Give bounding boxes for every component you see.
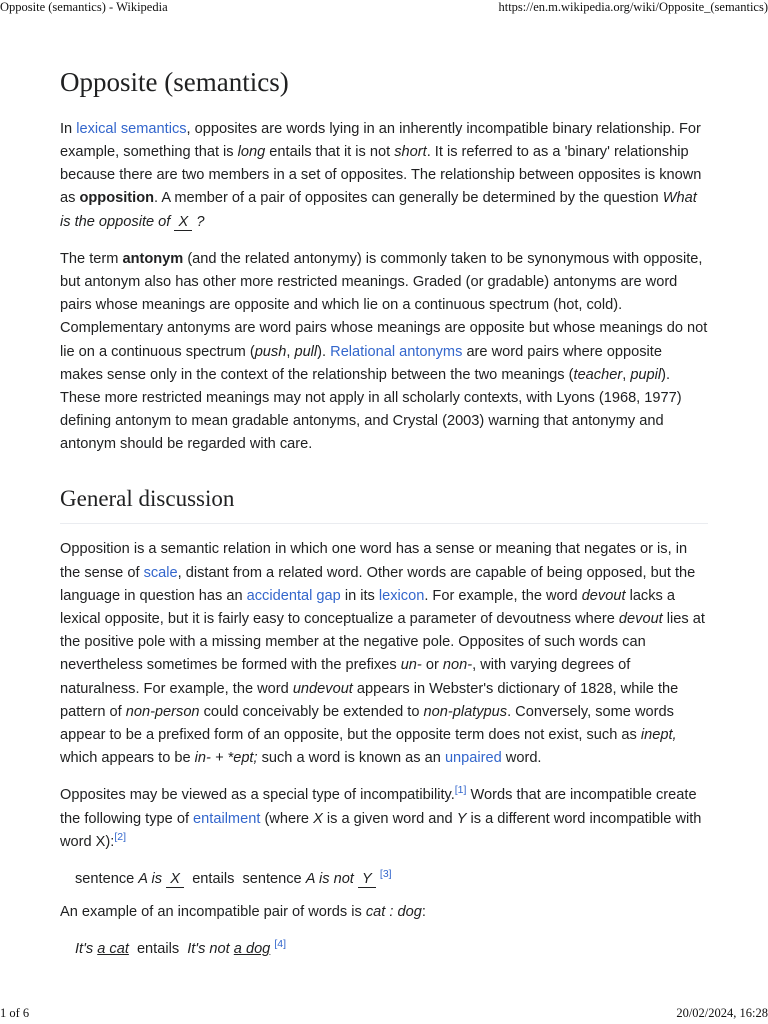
text: (where <box>260 810 314 827</box>
text: entails that it is not <box>265 143 395 160</box>
print-url: https://en.m.wikipedia.org/wiki/Opposite_(semantics) <box>498 0 768 14</box>
example-entailment-pattern <box>60 868 708 891</box>
italic-term: devout <box>581 587 626 604</box>
italic-term: teacher <box>573 366 623 383</box>
text: . Conversely, some words appear to be a prefixed form of an opposite, but the opposite term does not exist, such as <box>60 703 674 743</box>
discussion-paragraph-1 <box>60 538 708 770</box>
text: , with varying degrees of naturalness. For example, the word <box>60 657 631 697</box>
italic-term: un- <box>400 657 422 674</box>
text: sentence <box>75 870 139 887</box>
text: ). These more restricted meanings may not apply in all scholarly contexts, with Lyons (1968, 1977) defining antonym to mean gradable antonyms, and Crystal (2003) warning that antonymy and antonym should be regarded with care. <box>60 366 682 453</box>
underlined-term: a dog <box>233 941 271 958</box>
text: appears in Webster's dictionary of 1828, while the pattern of <box>60 680 679 720</box>
blank-y: Y <box>358 872 376 888</box>
page-title: Opposite (semantics) <box>60 67 289 97</box>
text: , <box>286 343 295 360</box>
italic-term: in- + *ept; <box>194 750 258 767</box>
indented-example <box>75 868 708 891</box>
intro-paragraph-2 <box>60 248 708 457</box>
reference-4[interactable] <box>274 939 286 951</box>
italic-term: pull <box>294 343 318 360</box>
bold-term: opposition <box>79 190 155 207</box>
italic-term: It's <box>75 941 98 958</box>
italic-term: non- <box>442 657 473 674</box>
italic-term: It's not <box>187 941 234 958</box>
italic-term: non-person <box>125 703 200 720</box>
underlined-term: a cat <box>97 941 129 958</box>
discussion-paragraph-3 <box>60 901 708 924</box>
reference-link[interactable]: [2] <box>114 830 127 843</box>
link-relational-antonyms[interactable]: Relational antonyms <box>330 343 463 360</box>
reference-link[interactable]: [3] <box>379 868 392 881</box>
text: ? <box>196 213 205 230</box>
text: lacks a lexical opposite, but it is fairly easy to conceptualize a parameter of devoutness where <box>60 587 675 627</box>
link-lexicon[interactable]: lexicon <box>378 587 425 604</box>
text: . For example, the word <box>424 587 582 604</box>
italic-term: short <box>394 143 427 160</box>
reference-2[interactable] <box>114 831 126 843</box>
text: What is the opposite of <box>60 190 697 230</box>
reference-3[interactable] <box>380 868 392 880</box>
text: lies at the positive pole with a missing member at the negative pole. Opposites of such words can nevertheless sometimes be formed with the prefixes <box>60 610 705 674</box>
text: ). <box>317 343 331 360</box>
italic-term: devout <box>618 610 663 627</box>
discussion-paragraph-2 <box>60 784 708 854</box>
print-page-number: 1 of 6 <box>0 1006 30 1020</box>
example-cat-dog <box>60 938 708 961</box>
section-heading-general-discussion: General discussion <box>60 485 708 525</box>
indented-example <box>75 938 708 961</box>
text: is a different word incompatible with word X): <box>60 810 702 850</box>
text: , <box>622 366 631 383</box>
text: or <box>421 657 443 674</box>
italic-term: push <box>254 343 287 360</box>
text: Opposites may be viewed as a special type of incompatibility. <box>60 787 455 804</box>
blank-x: X <box>166 872 184 888</box>
italic-term: undevout <box>292 680 353 697</box>
italic-term: Y <box>456 810 467 827</box>
text: Words that are incompatible create the following type of <box>60 787 697 827</box>
link-lexical-semantics[interactable]: lexical semantics <box>76 120 187 137</box>
text: could conceivably be extended to <box>199 703 424 720</box>
link-entailment[interactable]: entailment <box>193 810 261 827</box>
text: , distant from a related word. Other words are capable of being opposed, but the language in question has an <box>60 564 696 604</box>
print-footer <box>0 1006 768 1022</box>
text: Opposition is a semantic relation in which one word has a sense or meaning that negates or is, in the sense of <box>60 541 688 581</box>
text: (and the related antonymy) is commonly taken to be synonymous with opposite, but antonym also has other more restricted meanings. Graded (or gradable) antonyms are word pairs whose meanings are opposite and which lie on a continuous spectrum (hot, cold). Complementary antonyms are word pairs whose meanings are opposite but whose meanings do not lie on a continuous spectrum ( <box>60 250 708 360</box>
reference-link[interactable]: [1] <box>454 784 467 797</box>
text: : <box>421 904 426 921</box>
text: is a given word and <box>322 810 457 827</box>
italic-term: inept, <box>640 726 677 743</box>
italic-term: cat : dog <box>365 904 422 921</box>
text: . A member of a pair of opposites can generally be determined by the question <box>154 190 663 207</box>
text: in its <box>340 587 379 604</box>
text: In <box>60 120 77 137</box>
italic-term: X <box>313 810 323 827</box>
link-accidental-gap[interactable]: accidental gap <box>246 587 341 604</box>
italic-term: non-platypus <box>423 703 508 720</box>
text: An example of an incompatible pair of words is <box>60 904 366 921</box>
intro-paragraph-1 <box>60 118 708 234</box>
text: word. <box>501 750 542 767</box>
reference-1[interactable] <box>455 785 467 797</box>
text: sentence <box>242 870 306 887</box>
text: . It is referred to as a 'binary' relationship because there are two members in a set of opposites. The relationship between opposites is known as <box>60 143 702 207</box>
italic-term: A is not <box>305 870 358 887</box>
link-unpaired[interactable]: unpaired <box>444 750 502 767</box>
blank-x: X <box>174 215 192 231</box>
print-page-title: Opposite (semantics) - Wikipedia <box>0 0 168 14</box>
print-header <box>0 0 768 16</box>
print-datetime: 20/02/2024, 16:28 <box>676 1006 768 1020</box>
text: which appears to be <box>60 750 195 767</box>
link-scale[interactable]: scale <box>143 564 178 581</box>
text: entails <box>188 870 239 887</box>
text: entails <box>132 941 184 958</box>
italic-term: long <box>237 143 266 160</box>
italic-term: pupil <box>630 366 662 383</box>
text: are word pairs where opposite makes sense only in the context of the relationship between the two meanings ( <box>60 343 662 383</box>
text: such a word is known as an <box>257 750 445 767</box>
text: The term <box>60 250 123 267</box>
article-content <box>60 66 708 972</box>
italic-term: A is <box>138 870 167 887</box>
text: , opposites are words lying in an inherently incompatible binary relationship. For example, something that is <box>60 120 701 160</box>
bold-term: antonym <box>122 250 184 267</box>
reference-link[interactable]: [4] <box>274 938 286 951</box>
